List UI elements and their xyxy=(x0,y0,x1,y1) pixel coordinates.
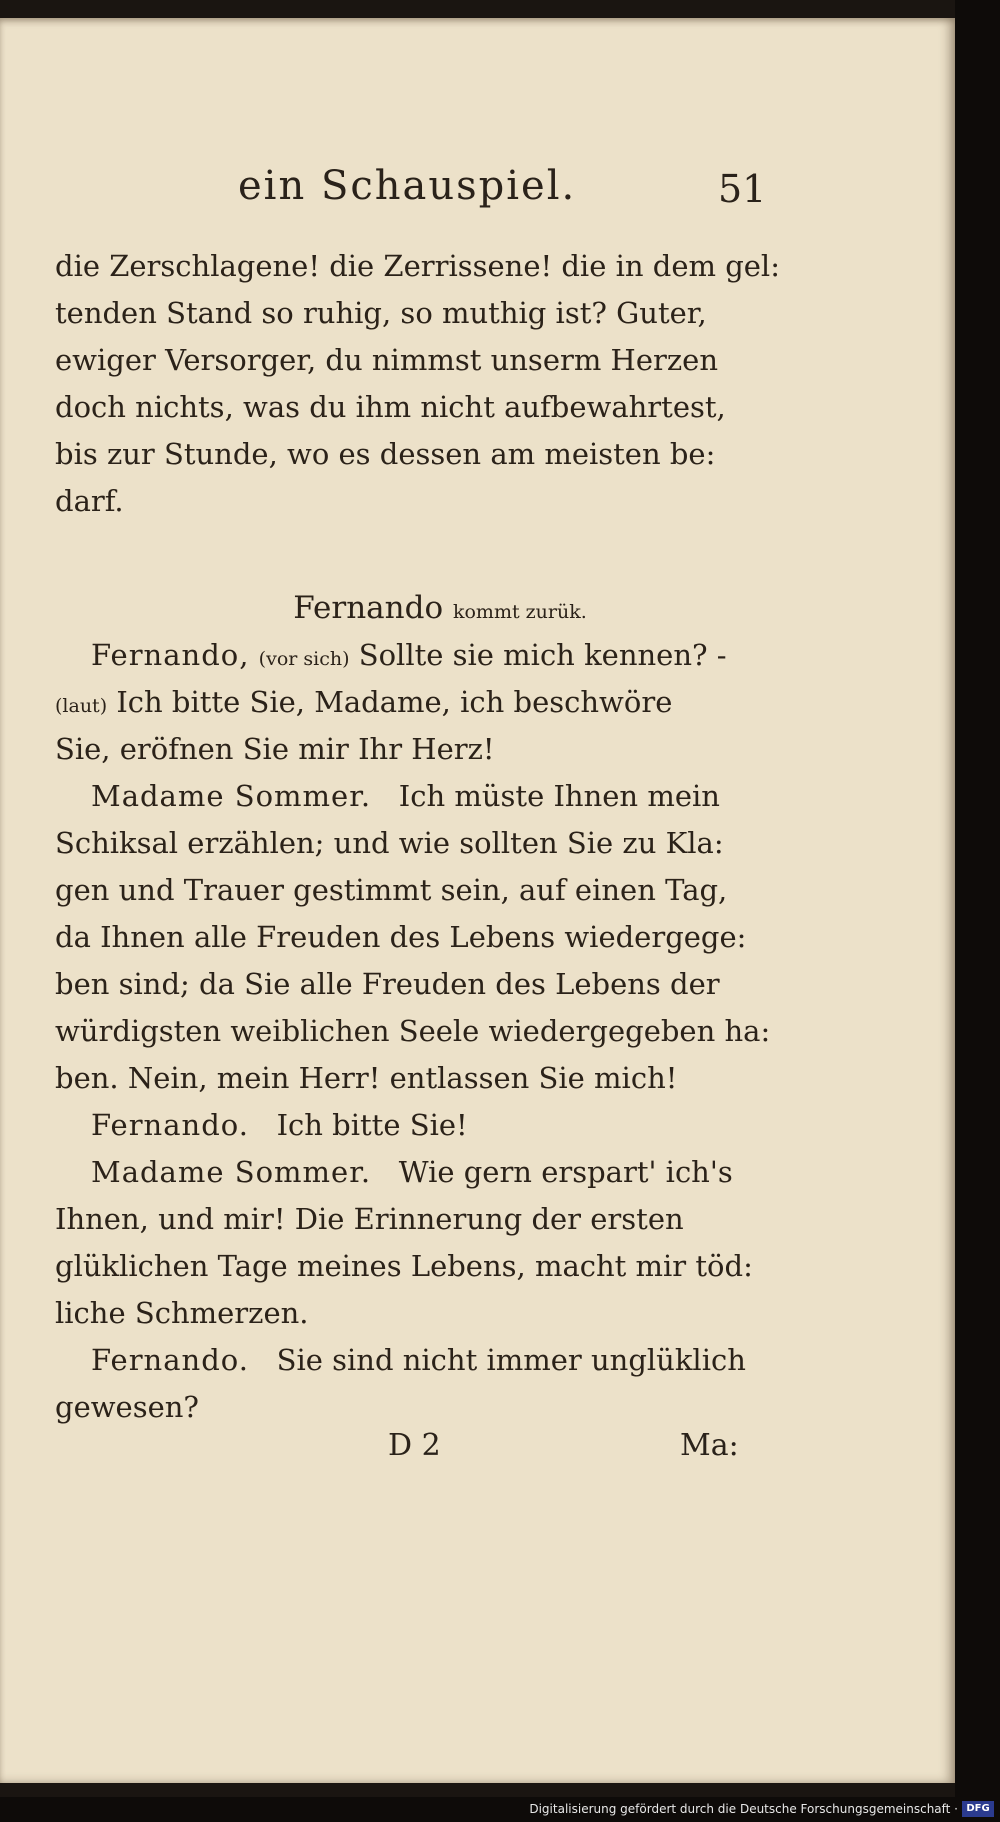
credit-text: Digitalisierung gefördert durch die Deutsche Forschungsgemeinschaft · xyxy=(529,1802,958,1816)
text-line: tenden Stand so ruhig, so muthig ist? Guter, xyxy=(55,296,707,330)
speaker-name: Madame Sommer. xyxy=(91,779,372,813)
book-page xyxy=(0,18,955,1783)
text-line: bis zur Stunde, wo es dessen am meisten be: xyxy=(55,437,716,471)
speech-line: ben sind; da Sie alle Freuden des Lebens der xyxy=(55,967,720,1001)
stage-direction-name: Fernando xyxy=(293,590,444,626)
speech-line: gen und Trauer gestimmt sein, auf einen Tag, xyxy=(55,873,728,907)
speech-text: Ich bitte Sie, Madame, ich beschwöre xyxy=(116,685,673,719)
speech-text: Sollte sie mich kennen? - xyxy=(358,638,727,672)
aloud-direction: (laut) xyxy=(55,695,108,717)
book-spine xyxy=(955,0,1000,1822)
text-line: die Zerschlagene! die Zerrissene! die in dem gel: xyxy=(55,249,780,283)
speaker-name: Fernando. xyxy=(91,1343,249,1377)
speech-line xyxy=(55,1337,765,1384)
speech-line xyxy=(55,773,765,820)
text-line: doch nichts, was du ihm nicht aufbewahrtest, xyxy=(55,390,726,424)
body-text xyxy=(55,243,780,1431)
speech-text: Wie gern erspart' ich's xyxy=(398,1155,733,1189)
stage-direction-text: kommt zurük. xyxy=(452,601,587,623)
speaker-name: Madame Sommer. xyxy=(91,1155,372,1189)
speech-line: liche Schmerzen. xyxy=(55,1296,309,1330)
speech-line: ben. Nein, mein Herr! entlassen Sie mich! xyxy=(55,1061,678,1095)
credit-bar xyxy=(0,1797,1000,1822)
text-line: darf. xyxy=(55,484,124,518)
speech-line: glüklichen Tage meines Lebens, macht mir töd: xyxy=(55,1249,753,1283)
aside-direction: (vor sich) xyxy=(258,648,350,670)
speech-line: da Ihnen alle Freuden des Lebens wiedergege: xyxy=(55,920,747,954)
speech-line: gewesen? xyxy=(55,1390,199,1424)
speech-line xyxy=(55,679,765,726)
page-footer xyxy=(0,1428,955,1478)
speech-line: würdigsten weiblichen Seele wiedergegeben ha: xyxy=(55,1014,771,1048)
stage-direction xyxy=(55,585,765,632)
speech-line: Schiksal erzählen; und wie sollten Sie zu Kla: xyxy=(55,826,724,860)
speech-line xyxy=(55,632,765,679)
dfg-logo-icon: DFG xyxy=(962,1801,994,1817)
speaker-name: Fernando, xyxy=(91,638,250,672)
speech-text: Sie sind nicht immer unglüklich xyxy=(276,1343,746,1377)
running-title: ein Schauspiel. xyxy=(238,163,577,209)
speech-line: Ihnen, und mir! Die Erinnerung der ersten xyxy=(55,1202,684,1236)
section-gap xyxy=(55,525,765,585)
speech-line xyxy=(55,1149,765,1196)
text-line: ewiger Versorger, du nimmst unserm Herzen xyxy=(55,343,718,377)
speech-line: Sie, eröfnen Sie mir Ihr Herz! xyxy=(55,732,495,766)
page-header xyxy=(0,163,955,223)
catchword: Ma: xyxy=(680,1428,739,1463)
speech-text: Ich müste Ihnen mein xyxy=(398,779,720,813)
page-number: 51 xyxy=(718,167,767,211)
speech-text: Ich bitte Sie! xyxy=(276,1108,468,1142)
speaker-name: Fernando. xyxy=(91,1108,249,1142)
signature-mark: D 2 xyxy=(388,1428,441,1463)
speech-line xyxy=(55,1102,765,1149)
